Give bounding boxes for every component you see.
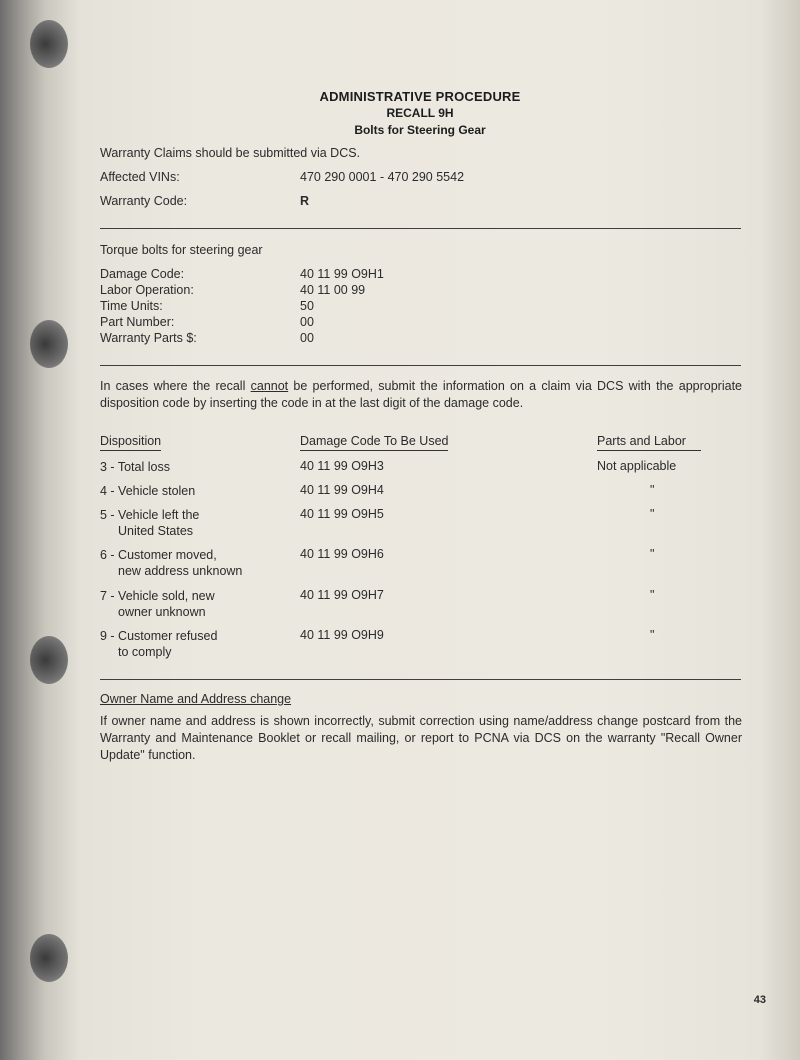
disposition-row <box>100 483 280 499</box>
time-units-value: 50 <box>300 299 314 313</box>
warranty-parts-label: Warranty Parts $: <box>100 331 197 345</box>
divider <box>100 365 741 366</box>
part-number-label: Part Number: <box>100 315 175 329</box>
ditto-mark: " <box>650 547 655 561</box>
cannot-perform-note <box>100 378 742 412</box>
divider <box>100 228 741 229</box>
warranty-code-label: Warranty Code: <box>100 194 188 208</box>
labor-operation-label: Labor Operation: <box>100 283 194 297</box>
disposition-damage-code: 40 11 99 O9H3 <box>300 459 384 473</box>
ditto-mark: " <box>650 483 655 497</box>
disposition-row <box>100 459 280 475</box>
note-text-start: In cases where the recall <box>100 379 251 393</box>
divider <box>100 679 741 680</box>
labor-operation-value: 40 11 00 99 <box>300 283 366 297</box>
disposition-damage-code: 40 11 99 O9H7 <box>300 588 384 602</box>
warranty-code-value: R <box>300 194 310 208</box>
operation-title: Torque bolts for steering gear <box>100 243 263 257</box>
binder-hole <box>30 320 68 368</box>
disposition-damage-code: 40 11 99 O9H6 <box>300 547 384 561</box>
disposition-damage-code: 40 11 99 O9H5 <box>300 507 384 521</box>
disposition-text: 3 - Total loss <box>100 460 170 474</box>
disposition-text: 7 - Vehicle sold, new <box>100 589 215 603</box>
binder-hole <box>30 636 68 684</box>
disposition-text-continued: United States <box>118 524 194 538</box>
disposition-text: 5 - Vehicle left the <box>100 508 200 522</box>
owner-change-title: Owner Name and Address change <box>100 692 292 706</box>
disposition-parts-labor: Not applicable <box>597 459 677 473</box>
ditto-mark: " <box>650 628 655 642</box>
ditto-mark: " <box>650 588 655 602</box>
claims-note: Warranty Claims should be submitted via DCS. <box>100 146 361 160</box>
disposition-text: 4 - Vehicle stolen <box>100 484 196 498</box>
time-units-label: Time Units: <box>100 299 163 313</box>
disposition-column-header: Disposition <box>100 434 161 451</box>
damage-code-label: Damage Code: <box>100 267 185 281</box>
disposition-row <box>100 507 280 539</box>
damage-code-column-header: Damage Code To Be Used <box>300 434 448 451</box>
document-header <box>100 88 740 139</box>
ditto-mark: " <box>650 507 655 521</box>
recall-number: RECALL 9H <box>386 106 454 120</box>
part-number-value: 00 <box>300 315 314 329</box>
affected-vins-value: 470 290 0001 - 470 290 5542 <box>300 170 465 184</box>
disposition-row <box>100 547 280 579</box>
disposition-text-continued: to comply <box>118 645 172 659</box>
disposition-text: 6 - Customer moved, <box>100 548 217 562</box>
note-emphasis: cannot <box>250 379 289 393</box>
recall-subject: Bolts for Steering Gear <box>354 123 486 137</box>
disposition-row <box>100 588 280 620</box>
damage-code-value: 40 11 99 O9H1 <box>300 267 384 281</box>
disposition-text: 9 - Customer refused <box>100 629 218 643</box>
disposition-text-continued: owner unknown <box>118 605 206 619</box>
owner-change-text: If owner name and address is shown incorrectly, submit correction using name/address change postcard from the Warranty and Maintenance Booklet or recall mailing, or report to PCNA via DCS on the warranty "Recall Owner Update" function. <box>100 714 742 762</box>
warranty-parts-value: 00 <box>300 331 314 345</box>
binder-hole <box>30 934 68 982</box>
parts-labor-column-header: Parts and Labor <box>597 434 701 451</box>
disposition-damage-code: 40 11 99 O9H4 <box>300 483 384 497</box>
binder-hole <box>30 20 68 68</box>
disposition-damage-code: 40 11 99 O9H9 <box>300 628 384 642</box>
disposition-text-continued: new address unknown <box>118 564 243 578</box>
disposition-row <box>100 628 280 660</box>
page-number: 43 <box>753 994 766 1006</box>
affected-vins-label: Affected VINs: <box>100 170 180 184</box>
procedure-title: ADMINISTRATIVE PROCEDURE <box>319 89 521 104</box>
note-text-end: be performed, submit the information on a claim via DCS with the appropriate disposition code by inserting the code in at the last digit of the damage code. <box>100 379 742 410</box>
